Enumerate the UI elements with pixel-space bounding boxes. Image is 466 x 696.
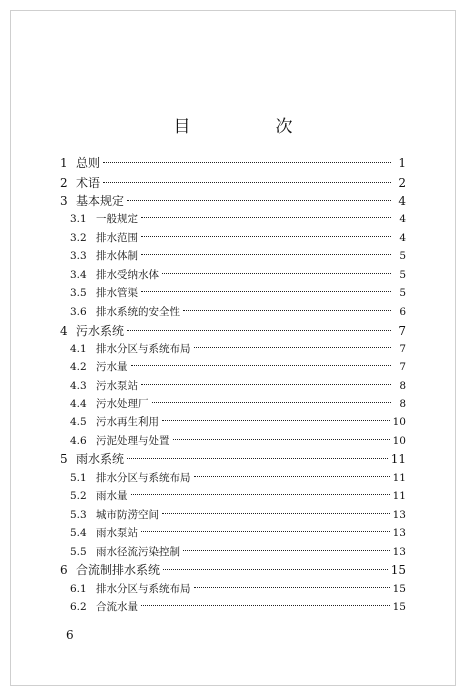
dot-leader [141, 291, 391, 292]
toc-entry-number: 5.2 [70, 490, 87, 502]
toc-entry-label: 总则 [76, 156, 101, 170]
toc-entry[interactable] [60, 322, 406, 340]
dot-leader [141, 254, 391, 255]
toc-entry-label: 排水体制 [96, 250, 138, 262]
toc-entry-label: 合流水量 [96, 601, 138, 613]
toc-entry-page: 8 [399, 380, 406, 392]
toc-entry[interactable] [70, 524, 406, 542]
dot-leader [131, 494, 390, 495]
toc-entry[interactable] [70, 543, 406, 561]
toc-entry-page: 13 [392, 546, 406, 558]
toc-entry-number: 3.6 [70, 306, 87, 318]
toc-entry-page: 10 [392, 416, 406, 428]
dot-leader [194, 587, 390, 588]
toc-entry-page: 6 [399, 306, 406, 318]
page-number: 6 [66, 628, 74, 642]
toc-entry-page: 15 [392, 601, 406, 613]
toc-entry-label: 城市防涝空间 [96, 509, 159, 521]
toc-entry-number: 2 [60, 176, 68, 190]
toc-entry-page: 11 [392, 472, 406, 484]
toc-entry[interactable] [70, 469, 406, 487]
dot-leader [127, 458, 388, 459]
dot-leader [183, 310, 391, 311]
toc-entry-label: 污水泵站 [96, 380, 138, 392]
toc-entry-page: 1 [398, 156, 406, 170]
toc-entry-page: 11 [390, 452, 406, 466]
toc-entry-label: 排水分区与系统布局 [96, 583, 191, 595]
toc-entry[interactable] [70, 284, 406, 302]
toc-entry[interactable] [70, 506, 406, 524]
toc-entry[interactable] [70, 487, 406, 505]
toc-entry-number: 3.4 [70, 269, 87, 281]
dot-leader [141, 531, 390, 532]
toc-entry-number: 4.1 [70, 343, 87, 355]
toc-entry[interactable] [70, 340, 406, 358]
toc-entry[interactable] [70, 580, 406, 598]
dot-leader [131, 365, 392, 366]
toc-entry[interactable] [60, 450, 406, 468]
toc-entry-label: 排水范围 [96, 232, 138, 244]
toc-entry-number: 5.5 [70, 546, 87, 558]
toc-entry-number: 6.1 [70, 583, 87, 595]
toc-entry-label: 一般规定 [96, 213, 138, 225]
toc-entry-number: 3.5 [70, 287, 87, 299]
toc-entry[interactable] [70, 598, 406, 616]
toc-entry-number: 4.4 [70, 398, 87, 410]
toc-entry[interactable] [60, 154, 406, 172]
toc-entry-page: 7 [399, 343, 406, 355]
dot-leader [103, 162, 391, 163]
toc-entry-page: 15 [392, 583, 406, 595]
toc-entry-number: 4 [60, 324, 68, 338]
toc-entry[interactable] [70, 210, 406, 228]
toc-entry[interactable] [70, 229, 406, 247]
toc-entry-label: 雨水系统 [76, 452, 125, 466]
toc-entry-page: 8 [399, 398, 406, 410]
toc-entry-number: 3.1 [70, 213, 87, 225]
dot-leader [141, 236, 391, 237]
toc-entry-page: 5 [399, 250, 406, 262]
dot-leader [194, 476, 390, 477]
toc-entry-page: 11 [392, 490, 406, 502]
dot-leader [141, 217, 391, 218]
toc-entry-number: 3 [60, 194, 68, 208]
toc-entry[interactable] [70, 303, 406, 321]
toc-entry-page: 4 [399, 213, 406, 225]
toc-entry-label: 污水系统 [76, 324, 125, 338]
toc-entry-label: 排水分区与系统布局 [96, 343, 191, 355]
toc-entry-number: 5.1 [70, 472, 87, 484]
dot-leader [103, 182, 391, 183]
dot-leader [162, 273, 391, 274]
toc-entry-label: 污水处理厂 [96, 398, 149, 410]
toc-entry-label: 术语 [76, 176, 101, 190]
toc-entry-label: 污水再生利用 [96, 416, 159, 428]
page-title: 目 次 [173, 117, 327, 137]
toc-entry-page: 5 [399, 287, 406, 299]
toc-entry-page: 4 [399, 232, 406, 244]
toc-entry-page: 5 [399, 269, 406, 281]
toc-entry[interactable] [70, 432, 406, 450]
dot-leader [173, 439, 390, 440]
toc-entry-number: 5.4 [70, 527, 87, 539]
dot-leader [152, 402, 392, 403]
toc-entry-number: 4.2 [70, 361, 87, 373]
toc-entry[interactable] [70, 395, 406, 413]
toc-entry[interactable] [70, 247, 406, 265]
toc-entry-number: 3.2 [70, 232, 87, 244]
toc-entry-label: 排水受纳水体 [96, 269, 159, 281]
toc-entry-page: 13 [392, 509, 406, 521]
toc-entry-number: 4.5 [70, 416, 87, 428]
toc-entry-label: 雨水径流污染控制 [96, 546, 180, 558]
toc-entry-number: 4.3 [70, 380, 87, 392]
toc-entry-label: 基本规定 [76, 194, 125, 208]
toc-entry-label: 污泥处理与处置 [96, 435, 170, 447]
toc-entry-page: 10 [392, 435, 406, 447]
toc-entry-page: 2 [398, 176, 406, 190]
dot-leader [141, 384, 391, 385]
dot-leader [127, 330, 391, 331]
dot-leader [183, 550, 390, 551]
toc-entry-page: 13 [392, 527, 406, 539]
toc-entry-page: 7 [399, 361, 406, 373]
toc-entry-label: 排水管渠 [96, 287, 138, 299]
toc-entry-number: 5.3 [70, 509, 87, 521]
dot-leader [162, 420, 390, 421]
dot-leader [127, 200, 391, 201]
toc-entry-page: 15 [390, 563, 406, 577]
toc-entry[interactable] [70, 413, 406, 431]
toc-entry-label: 合流制排水系统 [76, 563, 161, 577]
toc-entry-number: 3.3 [70, 250, 87, 262]
toc-entry-number: 5 [60, 452, 68, 466]
dot-leader [162, 513, 390, 514]
toc-entry[interactable] [70, 358, 406, 376]
dot-leader [141, 605, 390, 606]
toc-entry[interactable] [60, 174, 406, 192]
dot-leader [163, 569, 388, 570]
toc-entry[interactable] [70, 377, 406, 395]
toc-entry-number: 6 [60, 563, 68, 577]
toc-entry-label: 排水系统的安全性 [96, 306, 180, 318]
toc-entry[interactable] [70, 266, 406, 284]
toc-entry-label: 雨水量 [96, 490, 128, 502]
toc-entry-page: 7 [398, 324, 406, 338]
toc-entry-label: 雨水泵站 [96, 527, 138, 539]
toc-entry-number: 1 [60, 156, 68, 170]
toc-entry-page: 4 [398, 194, 406, 208]
toc-entry[interactable] [60, 561, 406, 579]
toc-entry-label: 排水分区与系统布局 [96, 472, 191, 484]
dot-leader [194, 347, 392, 348]
toc-entry[interactable] [60, 192, 406, 210]
toc-entry-label: 污水量 [96, 361, 128, 373]
toc-entry-number: 4.6 [70, 435, 87, 447]
toc-entry-number: 6.2 [70, 601, 87, 613]
